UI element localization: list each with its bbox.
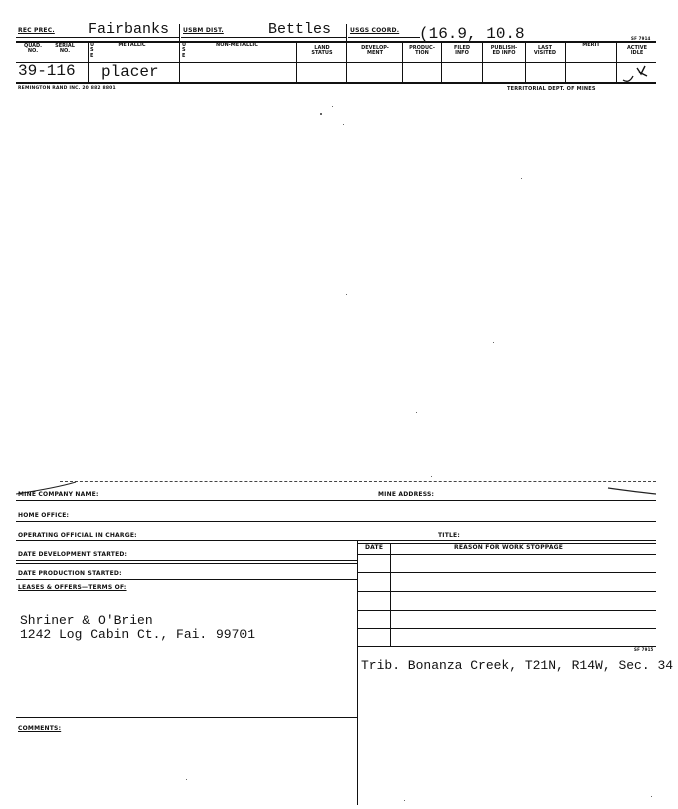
reason-col-label: REASON FOR WORK STOPPAGE bbox=[454, 544, 564, 551]
printer-line: REMINGTON RAND INC. 20 882 8801 bbox=[18, 86, 116, 91]
comments-label: COMMENTS: bbox=[18, 725, 62, 732]
quad-serial-value: 39-116 bbox=[18, 62, 76, 80]
owner-name: Shriner & O'Brien bbox=[20, 613, 153, 628]
operating-official-label: OPERATING OFFICIAL IN CHARGE: bbox=[18, 532, 137, 539]
usbm-dist-label: USBM DIST. bbox=[183, 27, 224, 34]
col-development: DEVELOP- MENT bbox=[361, 45, 389, 57]
col-filed-info: FILED INFO bbox=[453, 45, 471, 57]
form-code-bottom: SF 7915 bbox=[634, 647, 654, 652]
col-last-visited: LAST VISITED bbox=[533, 45, 557, 57]
location-text: Trib. Bonanza Creek, T21N, R14W, Sec. 34 bbox=[361, 658, 674, 673]
col-production: PRODUC- TION bbox=[409, 45, 435, 57]
col-land-status: LAND STATUS bbox=[311, 45, 333, 57]
col-quad-no: QUAD. NO. bbox=[23, 43, 43, 55]
mine-company-name-label: MINE COMPANY NAME: bbox=[18, 491, 99, 498]
col-non-metallic: NON-METALLIC bbox=[216, 42, 258, 48]
form-code-top: SF 7914 bbox=[631, 36, 651, 41]
torn-edge-marks bbox=[16, 480, 656, 500]
col-published-info: PUBLISH- ED INFO bbox=[490, 45, 518, 57]
col-merit: MERIT bbox=[582, 42, 600, 48]
rec-prec-value: Fairbanks bbox=[88, 21, 170, 38]
col-metallic: METALLIC bbox=[118, 42, 146, 48]
ink-mark bbox=[617, 60, 657, 86]
rec-prec-label: REC PREC. bbox=[18, 27, 55, 34]
owner-address: 1242 Log Cabin Ct., Fai. bbox=[20, 627, 208, 642]
date-production-started-label: DATE PRODUCTION STARTED: bbox=[18, 570, 122, 577]
date-col-label: DATE bbox=[365, 544, 384, 551]
home-office-label: HOME OFFICE: bbox=[18, 512, 70, 519]
col-use-2: U S E bbox=[182, 42, 187, 59]
usgs-coord-value: (16.9, 10.8 bbox=[419, 25, 525, 43]
dept-line: TERRITORIAL DEPT. OF MINES bbox=[507, 86, 596, 92]
title-label: TITLE: bbox=[438, 532, 460, 539]
col-use-1: U S E bbox=[90, 42, 95, 59]
col-active-idle: ACTIVE IDLE bbox=[626, 45, 648, 57]
col-serial-no: SERIAL NO. bbox=[55, 43, 75, 55]
owner-zip: 99701 bbox=[216, 627, 256, 642]
leases-offers-label: LEASES & OFFERS—TERMS OF: bbox=[18, 584, 127, 591]
mine-address-label: MINE ADDRESS: bbox=[378, 491, 435, 498]
metallic-value: placer bbox=[101, 63, 159, 81]
date-development-started-label: DATE DEVELOPMENT STARTED: bbox=[18, 551, 128, 558]
usbm-dist-value: Bettles bbox=[268, 21, 332, 38]
usgs-coord-label: USGS COORD. bbox=[350, 27, 400, 34]
